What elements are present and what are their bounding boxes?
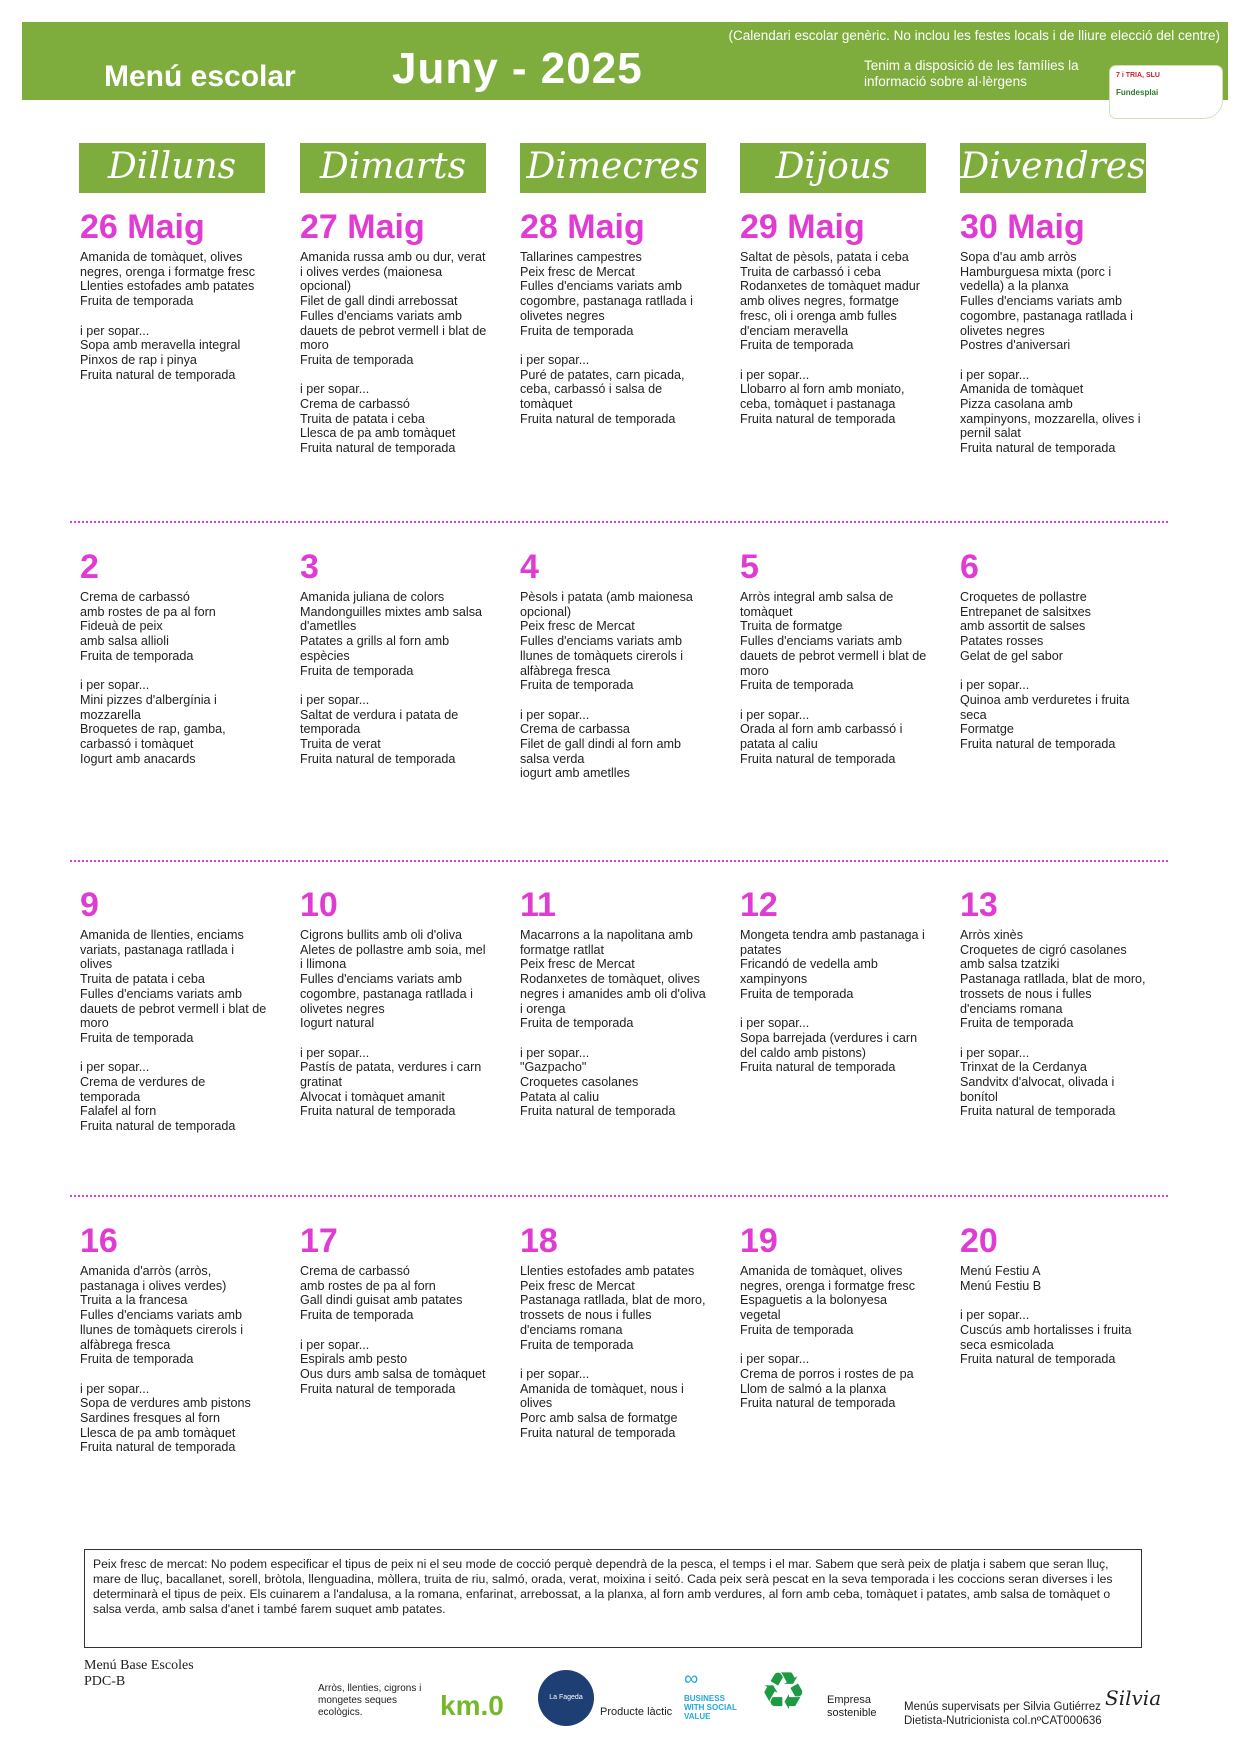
day-date: 4 <box>520 548 539 586</box>
day-cell <box>300 1222 496 1396</box>
day-menu: Menú Festiu A Menú Festiu B i per sopar... Cuscús amb hortalisses i fruita seca esmicolada Fruita natural de temporada <box>960 1264 1132 1367</box>
day-menu: Mongeta tendra amb pastanaga i patates Fricandó de vedella amb xampinyons Fruita de temporada i per sopar... Sopa barrejada (verdures i carn del caldo amb pistons) Fruita natural de temporada <box>740 928 925 1075</box>
header-banner <box>22 22 1228 100</box>
weekday-header-dimecres: Dimecres <box>520 143 706 193</box>
week-divider <box>70 1195 1168 1197</box>
eco-note: Arròs, llenties, cigrons i mongetes seques ecològics. <box>318 1683 422 1718</box>
day-menu: Amanida juliana de colors Mandonguilles mixtes amb salsa d'ametlles Patates a grills al forn amb espècies Fruita de temporada i per sopar... Saltat de verdura i patata de temporada Truita de verat Fruita natural de temporada <box>300 590 482 766</box>
company-logo <box>1110 66 1222 118</box>
day-menu: Llenties estofades amb patates Peix fresc de Mercat Pastanaga ratllada, blat de moro, trossets de nous i fulles d'enciams romana Fruita de temporada i per sopar... Amanida de tomàquet, nous i olives Porc amb salsa de formatge Fruita natural de temporada <box>520 1264 706 1440</box>
day-menu: Amanida d'arròs (arròs, pastanaga i olives verdes) Truita a la francesa Fulles d'enciams variats amb llunes de tomàquets cirerols i alfàbrega fresca Fruita de temporada i per sopar... Sopa de verdures amb pistons Sardines fresques al forn Llesca de pa amb tomàquet Fruita natural de temporada <box>80 1264 251 1455</box>
week-divider <box>70 521 1168 523</box>
day-date: 9 <box>80 886 99 924</box>
day-cell <box>80 548 276 766</box>
day-cell <box>960 1222 1156 1367</box>
day-date: 2 <box>80 548 99 586</box>
supervisor-info <box>904 1700 1102 1728</box>
day-cell <box>960 208 1156 456</box>
social-value-label: BUSINESS WITH SOCIAL VALUE <box>684 1694 737 1721</box>
day-menu: Amanida russa amb ou dur, verat i olives verdes (maionesa opcional) Filet de gall dindi arrebossat Fulles d'enciams variats amb dauets de pebrot vermell i blat de moro Fruita de temporada i per sopar... Crema de carbassó Truita de patata i ceba Llesca de pa amb tomàquet Fruita natural de temporada <box>300 250 487 456</box>
day-date: 16 <box>80 1222 118 1260</box>
day-menu: Cigrons bullits amb oli d'oliva Aletes de pollastre amb soia, mel i llimona Fulles d'enciams variats amb cogombre, pastanaga ratllada i olivetes negres Iogurt natural i per sopar... Pastís de patata, verdures i carn gratinat Alvocat i tomàquet amanit Fruita natural de temporada <box>300 928 486 1119</box>
day-menu: Arròs integral amb salsa de tomàquet Truita de formatge Fulles d'enciams variats amb dauets de pebrot vermell i blat de moro Fruita de temporada i per sopar... Orada al forn amb carbassó i patata al caliu Fruita natural de temporada <box>740 590 927 766</box>
logo-line-1: 7 i TRIA, SLU <box>1116 72 1160 79</box>
weekday-header-dijous: Dijous <box>740 143 926 193</box>
day-cell <box>520 548 716 781</box>
day-date: 29 Maig <box>740 208 865 246</box>
day-cell <box>960 548 1156 752</box>
day-cell <box>300 548 496 766</box>
day-cell <box>80 208 276 382</box>
day-date: 18 <box>520 1222 558 1260</box>
day-menu: Macarrons a la napolitana amb formatge ratllat Peix fresc de Mercat Rodanxetes de tomàquet, olives negres i amanides amb oli d'oliva i orenga Fruita de temporada i per sopar... "Gazpacho" Croquetes casolanes Patata al caliu Fruita natural de temporada <box>520 928 706 1119</box>
day-date: 17 <box>300 1222 338 1260</box>
weekday-header-dimarts: Dimarts <box>300 143 486 193</box>
day-menu: Crema de carbassó amb rostes de pa al forn Fideuà de peix amb salsa allioli Fruita de temporada i per sopar... Mini pizzes d'albergínia i mozzarella Broquetes de rap, gamba, carbassó i tomàquet Iogurt amb anacards <box>80 590 226 766</box>
day-date: 30 Maig <box>960 208 1085 246</box>
day-menu: Pèsols i patata (amb maionesa opcional) Peix fresc de Mercat Fulles d'enciams variats amb llunes de tomàquets cirerols i alfàbrega fresca Fruita de temporada i per sopar... Crema de carbassa Filet de gall dindi al forn amb salsa verda iogurt amb ametlles <box>520 590 693 781</box>
week-divider <box>70 860 1168 862</box>
day-cell <box>740 208 936 426</box>
day-date: 28 Maig <box>520 208 645 246</box>
weekday-header-dilluns: Dilluns <box>79 143 265 193</box>
day-menu: Sopa d'au amb arròs Hamburguesa mixta (porc i vedella) a la planxa Fulles d'enciams variats amb cogombre, pastanaga ratllada i olivetes negres Postres d'aniversari i per sopar... Amanida de tomàquet Pizza casolana amb xampinyons, mozzarella, olives i pernil salat Fruita natural de temporada <box>960 250 1141 456</box>
day-date: 27 Maig <box>300 208 425 246</box>
day-cell <box>300 208 496 456</box>
day-menu: Crema de carbassó amb rostes de pa al forn Gall dindi guisat amb patates Fruita de temporada i per sopar... Espirals amb pesto Ous durs amb salsa de tomàquet Fruita natural de temporada <box>300 1264 486 1396</box>
day-cell <box>80 1222 276 1455</box>
infinity-icon: ∞ <box>684 1668 699 1690</box>
day-cell <box>960 886 1156 1119</box>
day-cell <box>740 548 936 766</box>
day-cell <box>300 886 496 1119</box>
supervisor-line: Menús supervisats per Silvia Gutiérrez <box>904 1701 1101 1713</box>
day-menu: Tallarines campestres Peix fresc de Mercat Fulles d'enciams variats amb cogombre, pastanaga ratllada i olivetes negres Fruita de temporada i per sopar... Puré de patates, carn picada, ceba, carbassó i salsa de tomàquet Fruita natural de temporada <box>520 250 693 426</box>
day-menu: Arròs xinès Croquetes de cigró casolanes amb salsa tzatziki Pastanaga ratllada, blat de moro, trossets de nous i fulles d'enciams romana Fruita de temporada i per sopar... Trinxat de la Cerdanya Sandvitx d'alvocat, olivada i bonítol Fruita natural de temporada <box>960 928 1146 1119</box>
day-date: 20 <box>960 1222 998 1260</box>
day-date: 13 <box>960 886 998 924</box>
signature: Silvia <box>1105 1686 1162 1710</box>
footer-code: PDC-B <box>84 1674 126 1689</box>
fish-note: Peix fresc de mercat: No podem especificar el tipus de peix ni el seu mode de cocció perquè dependrà de la pesca, el temps i el mar. Sabem que serà peix de platja i sabem que seran lluç, mare de lluç, bacallanet, sorell, bròtola, llenguadina, mòllera, truita de riu, salmó, orada, verat, moixina i seitó. Cada peix serà pescat en la seva temporada i les coccions seran diverses i les determinarà el tipus de peix. Els cuinarem a l'andalusa, a la romana, enfarinat, arrebossat, a la planxa, al forn amb verdures, al forn amb ceba, tomàquet i patates, amb salsa de tomàquet o salsa verda, amb salsa d'anet i també farem suquet amb patates. <box>84 1549 1142 1648</box>
footer-base-label: Menú Base Escoles <box>84 1658 194 1673</box>
day-menu: Amanida de tomàquet, olives negres, orenga i formatge fresc Llenties estofades amb patates Fruita de temporada i per sopar... Sopa amb meravella integral Pinxos de rap i pinya Fruita natural de temporada <box>80 250 256 382</box>
month-title: Juny - 2025 <box>392 44 643 93</box>
day-date: 12 <box>740 886 778 924</box>
recycle-icon: ♻ <box>760 1663 807 1721</box>
day-cell <box>520 208 716 426</box>
day-date: 6 <box>960 548 979 586</box>
km0-logo: km.0 <box>440 1690 504 1721</box>
day-date: 10 <box>300 886 338 924</box>
weekday-header-divendres: Divendres <box>960 143 1146 193</box>
allergens-notice: Tenim a disposició de les famílies la informació sobre al·lèrgens <box>864 58 1079 89</box>
day-cell <box>80 886 276 1134</box>
day-cell <box>740 886 936 1075</box>
day-date: 3 <box>300 548 319 586</box>
day-cell <box>520 886 716 1119</box>
logo-line-2: Fundesplai <box>1116 88 1159 97</box>
fageda-logo: La Fageda <box>538 1670 594 1726</box>
footer-base <box>84 1658 194 1690</box>
day-menu: Croquetes de pollastre Entrepanet de salsitxes amb assortit de salses Patates rosses Gelat de gel sabor i per sopar... Quinoa amb verduretes i fruita seca Formatge Fruita natural de temporada <box>960 590 1130 752</box>
page-title: Menú escolar <box>104 60 296 93</box>
lactic-label: Producte làctic <box>600 1706 673 1718</box>
day-menu: Amanida de llenties, enciams variats, pastanaga ratllada i olives Truita de patata i ceba Fulles d'enciams variats amb dauets de pebrot vermell i blat de moro Fruita de temporada i per sopar... Crema de verdures de temporada Falafel al forn Fruita natural de temporada <box>80 928 267 1134</box>
day-menu: Amanida de tomàquet, olives negres, orenga i formatge fresc Espaguetis a la bolonyesa vegetal Fruita de temporada i per sopar... Crema de porros i rostes de pa Llom de salmó a la planxa Fruita natural de temporada <box>740 1264 916 1411</box>
day-date: 11 <box>520 886 556 924</box>
day-cell <box>740 1222 936 1411</box>
day-cell <box>520 1222 716 1440</box>
calendar-notice: (Calendari escolar genèric. No inclou les festes locals i de lliure elecció del centre) <box>728 28 1220 43</box>
day-menu: Saltat de pèsols, patata i ceba Truita de carbassó i ceba Rodanxetes de tomàquet madur amb olives negres, formatge fresc, oli i orenga amb fulles d'enciam meravella Fruita de temporada i per sopar... Llobarro al forn amb moniato, ceba, tomàquet i pastanaga Fruita natural de temporada <box>740 250 920 426</box>
dietitian-line: Dietista-Nutricionista col.nºCAT000636 <box>904 1715 1102 1727</box>
day-date: 5 <box>740 548 759 586</box>
day-date: 19 <box>740 1222 778 1260</box>
sustainable-label: Empresa sostenible <box>827 1694 877 1719</box>
day-date: 26 Maig <box>80 208 205 246</box>
